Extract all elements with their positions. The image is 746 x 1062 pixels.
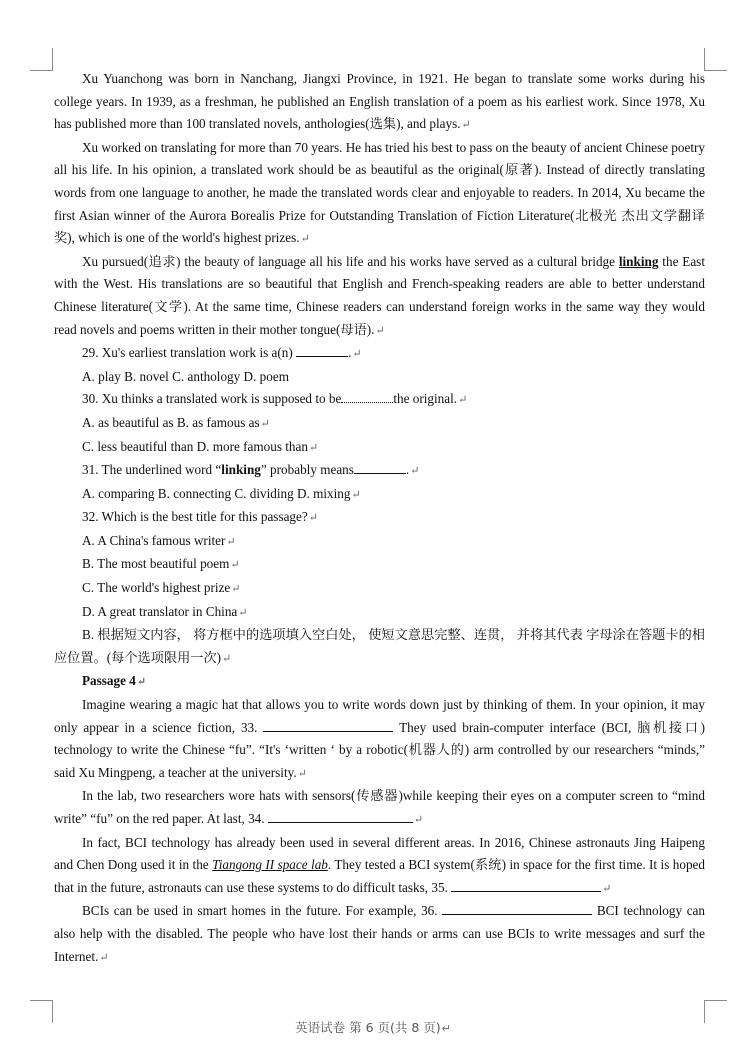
question-30: 30. Xu thinks a translated work is supposed to be the original.↵ bbox=[82, 391, 468, 407]
page-footer: 英语试卷 第 6 页(共 8 页)↵ bbox=[295, 1020, 451, 1035]
passage4-paragraph-2: In the lab, two researchers wore hats with sensors(传感器)while keeping their eyes on a computer screen to “mind write” “fu” on the red paper. At last, 34. ↵ bbox=[54, 788, 705, 826]
answer-blank-34 bbox=[268, 810, 413, 823]
paragraph-mark-icon: ↵ bbox=[375, 324, 385, 337]
question-29-options: A. play B. novel C. anthology D. poem bbox=[82, 368, 289, 384]
underlined-word: linking bbox=[618, 253, 659, 269]
paragraph-mark-icon: ↵ bbox=[238, 606, 248, 619]
paragraph-mark-icon: ↵ bbox=[413, 814, 424, 826]
paragraph-mark-icon: ↵ bbox=[222, 652, 232, 665]
passage4-title: Passage 4↵ bbox=[82, 673, 147, 689]
question-29: 29. Xu's earliest translation work is a(n) .↵ bbox=[82, 345, 362, 361]
paragraph-mark-icon: ↵ bbox=[136, 676, 147, 689]
question-30-options-2: C. less beautiful than D. more famous than↵ bbox=[82, 438, 319, 454]
answer-blank-33 bbox=[263, 719, 393, 732]
paragraph-mark-icon: ↵ bbox=[231, 583, 241, 596]
answer-blank-35 bbox=[451, 879, 601, 892]
passage3-paragraph-2: Xu worked on translating for more than 70 years. He has tried his best to pass on the beauty of ancient Chinese poetry all his life. In his opinion, a translated work should be as beautiful as the original(原著). Instead of directly translating words from one language to another, he made the translated words clear and enjoyable to readers. In 2014, Xu became the first Asian winner of the Aurora Borealis Prize for Outstanding Translation of Fiction Literature(北极光 杰出文学翻译奖), which is one of the world's highest prizes.↵ bbox=[54, 139, 705, 246]
answer-blank bbox=[341, 390, 393, 403]
question-30-options-1: A. as beautiful as B. as famous as↵ bbox=[82, 414, 270, 430]
section-b-instruction: B. 根据短文内容， 将方框中的选项填入空白处， 使短文意思完整、连贯， 并将其代表 字母涂在答题卡的相应位置。(每个选项限用一次)↵ bbox=[54, 627, 705, 665]
passage3-paragraph-1: Xu Yuanchong was born in Nanchang, Jiangxi Province, in 1921. He began to translate some works during his college years. In 1939, as a freshman, he published an English translation of a poem as his earliest work. Since 1978, Xu has published more than 100 translated novels, anthologies(选集), and plays.↵ bbox=[54, 71, 705, 132]
paragraph-mark-icon: ↵ bbox=[410, 465, 420, 478]
question-32-option-b: B. The most beautiful poem↵ bbox=[82, 556, 240, 572]
question-31: 31. The underlined word “linking” probably means .↵ bbox=[82, 462, 420, 478]
passage3-paragraph-3: Xu pursued(追求) the beauty of language all his life and his works have served as a cultural bridge linking the East with the West. His translations are so beautiful that English and French-speaking readers are able to better understand Chinese literature(文学). At the same time, Chinese readers can understand foreign works in the same way they would read novels and poems written in their mother tongue(母语).↵ bbox=[54, 253, 705, 337]
paragraph-mark-icon: ↵ bbox=[441, 1022, 451, 1035]
paragraph-mark-icon: ↵ bbox=[297, 767, 307, 780]
paragraph-mark-icon: ↵ bbox=[602, 882, 612, 895]
paragraph-mark-icon: ↵ bbox=[260, 417, 270, 430]
question-31-options: A. comparing B. connecting C. dividing D. mixing↵ bbox=[82, 485, 361, 501]
paragraph-mark-icon: ↵ bbox=[300, 233, 310, 246]
document-body bbox=[54, 68, 705, 969]
crop-mark-top-right bbox=[704, 48, 727, 71]
answer-blank-36 bbox=[442, 902, 592, 915]
paragraph-mark-icon: ↵ bbox=[99, 951, 109, 964]
question-32-option-c: C. The world's highest prize↵ bbox=[82, 580, 241, 596]
paragraph-mark-icon: ↵ bbox=[308, 512, 318, 525]
paragraph-mark-icon: ↵ bbox=[230, 559, 240, 572]
paragraph-mark-icon: ↵ bbox=[351, 488, 361, 501]
paragraph-mark-icon: ↵ bbox=[352, 348, 362, 361]
paragraph-mark-icon: ↵ bbox=[458, 394, 468, 407]
question-32: 32. Which is the best title for this passage?↵ bbox=[82, 509, 318, 525]
answer-blank bbox=[354, 461, 406, 474]
question-32-option-a: A. A China's famous writer↵ bbox=[82, 532, 236, 548]
question-32-option-d: D. A great translator in China↵ bbox=[82, 603, 248, 619]
answer-blank bbox=[296, 344, 348, 357]
passage4-paragraph-3: In fact, BCI technology has already been used in several different areas. In 2016, Chinese astronauts Jing Haipeng and Chen Dong used it in the Tiangong II space lab. They tested a BCI system(系统) in space for the first time. It is hoped that in the future, astronauts can use these systems to do difficult tasks, 35. ↵ bbox=[54, 834, 705, 895]
paragraph-mark-icon: ↵ bbox=[461, 119, 471, 132]
paragraph-mark-icon: ↵ bbox=[226, 535, 236, 548]
passage4-paragraph-1: Imagine wearing a magic hat that allows you to write words down just by thinking of them. In your opinion, it may only appear in a science fiction, 33. They used brain-computer interface (BCI, 脑机接口) technology to write the Chinese “fu”. “It's ‘written ‘ by a robotic(机器人的) arm controlled by our researchers “minds,” said Xu Mingpeng, a teacher at the university.↵ bbox=[54, 697, 706, 780]
passage4-paragraph-4: BCIs can be used in smart homes in the future. For example, 36. BCI technology can also help with the disabled. The people who have lost their hands or arms can use BCIs to write messages and surf the Internet.↵ bbox=[54, 903, 705, 964]
paragraph-mark-icon: ↵ bbox=[308, 441, 319, 454]
crop-mark-top-left bbox=[30, 48, 53, 71]
